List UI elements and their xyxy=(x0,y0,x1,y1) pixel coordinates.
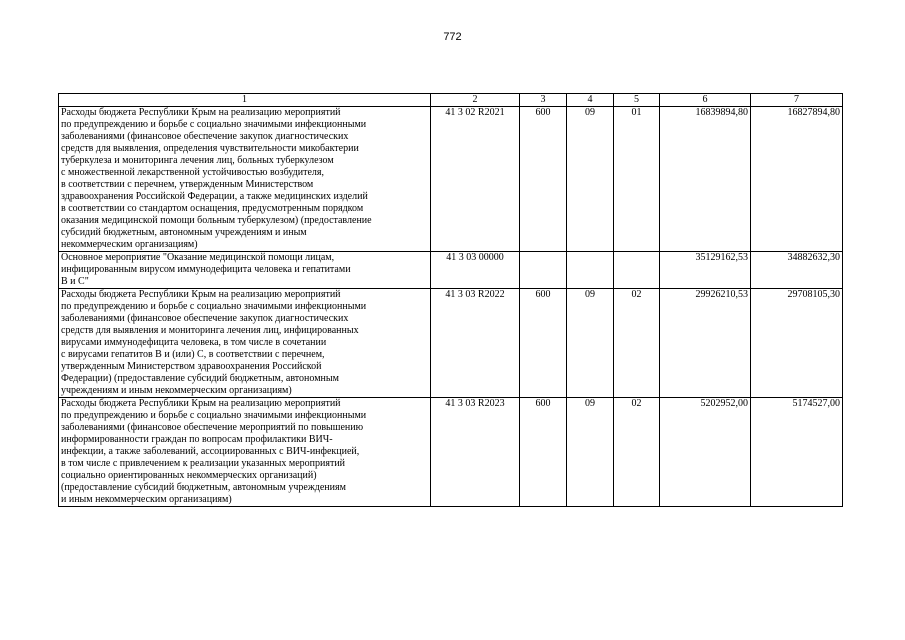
column-number: 4 xyxy=(567,94,614,107)
description-line: Расходы бюджета Республики Крым на реализацию мероприятий xyxy=(61,398,341,409)
description-line: Расходы бюджета Республики Крым на реализацию мероприятий xyxy=(61,289,341,300)
description-line: по предупреждению и борьбе с социально значимыми инфекционными xyxy=(61,119,367,130)
amount-column-6: 29926210,53 xyxy=(660,289,751,398)
program-code: 41 3 03 00000 xyxy=(431,252,520,289)
description-line: заболеваниями (финансовое обеспечение закупок диагностических xyxy=(61,313,349,324)
amount-column-6: 35129162,53 xyxy=(660,252,751,289)
description-line: Федерации) (предоставление субсидий бюджетным, автономным xyxy=(61,373,339,384)
column-number: 5 xyxy=(614,94,660,107)
subsection-code: 02 xyxy=(614,398,660,507)
description-line: с вирусами гепатитов В и (или) С, в соответствии с перечнем, xyxy=(61,349,325,360)
section-code: 09 xyxy=(567,107,614,252)
page-number: 772 xyxy=(443,31,462,43)
description-line: информированности граждан по вопросам профилактики ВИЧ- xyxy=(61,434,333,445)
section-code: 09 xyxy=(567,398,614,507)
description-line: средств для выявления, определения чувствительности микобактерии xyxy=(61,143,359,154)
program-code: 41 3 03 R2022 xyxy=(431,289,520,398)
description-line: инфекции, а также заболеваний, ассоциированных с ВИЧ-инфекцией, xyxy=(61,446,360,457)
column-number: 6 xyxy=(660,94,751,107)
table-row xyxy=(59,107,843,252)
row-description xyxy=(59,398,431,507)
description-line: в соответствии с перечнем, утвержденным Министерством xyxy=(61,179,314,190)
description-line: с множественной лекарственной устойчивостью возбудителя, xyxy=(61,167,325,178)
description-line: в том числе с привлечением к реализации указанных мероприятий xyxy=(61,458,346,469)
amount-column-7: 34882632,30 xyxy=(751,252,843,289)
amount-column-7: 16827894,80 xyxy=(751,107,843,252)
column-number-row xyxy=(59,94,843,107)
row-description xyxy=(59,107,431,252)
expense-type: 600 xyxy=(520,289,567,398)
table-row xyxy=(59,398,843,507)
row-description xyxy=(59,252,431,289)
description-line: утвержденным Министерством здравоохранения Российской xyxy=(61,361,322,372)
table-row xyxy=(59,289,843,398)
description-line: инфицированным вирусом иммунодефицита человека и гепатитами xyxy=(61,264,351,275)
description-line: (предоставление субсидий бюджетным, автономным учреждениям xyxy=(61,482,346,493)
description-line: некоммерческим организациям) xyxy=(61,239,198,250)
description-line: по предупреждению и борьбе с социально значимыми инфекционными xyxy=(61,301,367,312)
expense-type xyxy=(520,252,567,289)
program-code: 41 3 02 R2021 xyxy=(431,107,520,252)
description-line: заболеваниями (финансовое обеспечение закупок диагностических xyxy=(61,131,349,142)
subsection-code: 01 xyxy=(614,107,660,252)
description-line: туберкулеза и мониторинга лечения лиц, больных туберкулезом xyxy=(61,155,334,166)
description-line: по предупреждению и борьбе с социально значимыми инфекционными xyxy=(61,410,367,421)
description-line: в соответствии со стандартом оснащения, предусмотренным порядком xyxy=(61,203,364,214)
section-code: 09 xyxy=(567,289,614,398)
description-line: вирусами иммунодефицита человека, в том числе в сочетании xyxy=(61,337,327,348)
column-number: 1 xyxy=(59,94,431,107)
amount-column-7: 29708105,30 xyxy=(751,289,843,398)
column-number: 2 xyxy=(431,94,520,107)
description-line: здравоохранения Российской Федерации, а также медицинских изделий xyxy=(61,191,368,202)
description-line: оказания медицинской помощи больным туберкулезом) (предоставление xyxy=(61,215,372,226)
table-row xyxy=(59,252,843,289)
description-line: социально ориентированных некоммерческих организаций) xyxy=(61,470,317,481)
column-number: 3 xyxy=(520,94,567,107)
program-code: 41 3 03 R2023 xyxy=(431,398,520,507)
section-code xyxy=(567,252,614,289)
amount-column-6: 5202952,00 xyxy=(660,398,751,507)
description-line: Расходы бюджета Республики Крым на реализацию мероприятий xyxy=(61,107,341,118)
description-line: учреждениям и иным некоммерческим организациям) xyxy=(61,385,292,396)
row-description xyxy=(59,289,431,398)
description-line: заболеваниями (финансовое обеспечение мероприятий по повышению xyxy=(61,422,364,433)
description-line: В и С" xyxy=(61,276,89,287)
budget-table xyxy=(58,93,843,507)
amount-column-6: 16839894,80 xyxy=(660,107,751,252)
amount-column-7: 5174527,00 xyxy=(751,398,843,507)
expense-type: 600 xyxy=(520,398,567,507)
expense-type: 600 xyxy=(520,107,567,252)
description-line: средств для выявления и мониторинга лечения лиц, инфицированных xyxy=(61,325,359,336)
subsection-code xyxy=(614,252,660,289)
description-line: и иным некоммерческим организациям) xyxy=(61,494,232,505)
description-line: субсидий бюджетным, автономным учреждениям и иным xyxy=(61,227,307,238)
description-line: Основное мероприятие "Оказание медицинской помощи лицам, xyxy=(61,252,335,263)
subsection-code: 02 xyxy=(614,289,660,398)
column-number: 7 xyxy=(751,94,843,107)
